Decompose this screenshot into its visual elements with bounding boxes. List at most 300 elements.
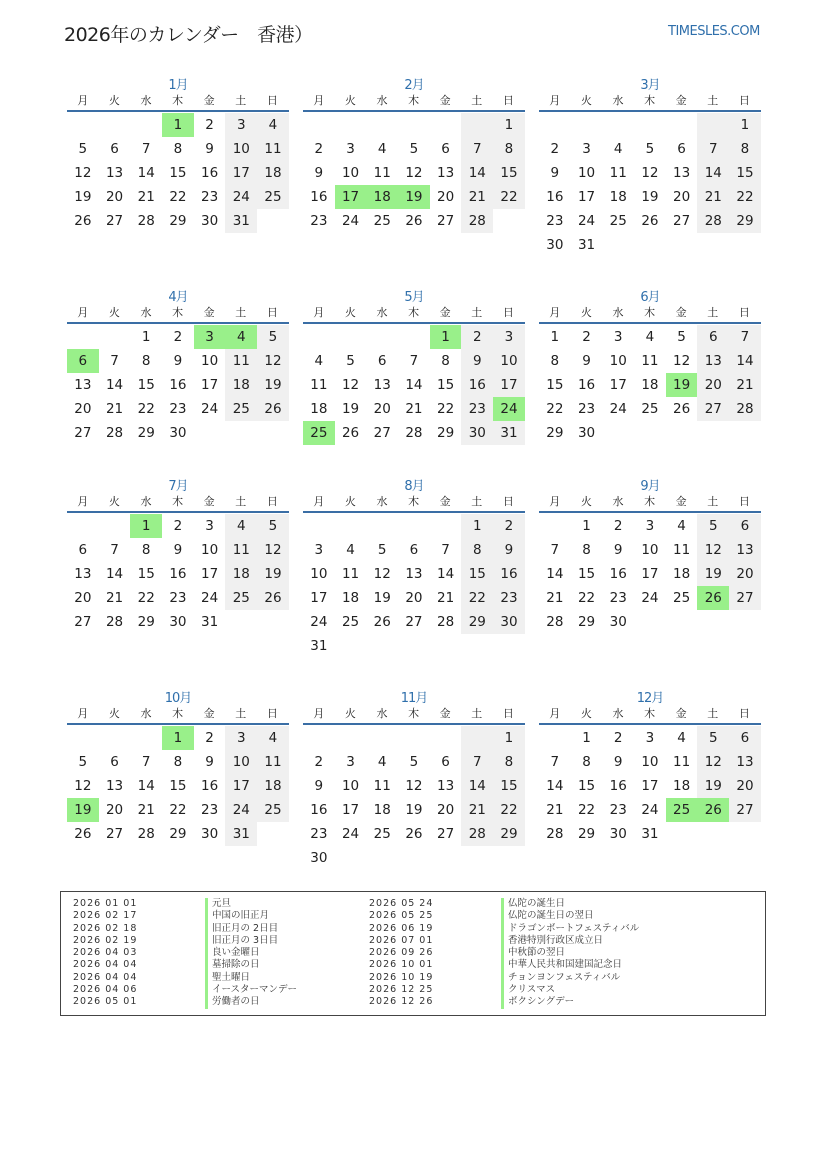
day-cell: 27: [373, 425, 391, 441]
day-cell: 4: [377, 141, 387, 157]
weekday-label: 月: [77, 495, 89, 508]
day-cell: 14: [729, 349, 761, 373]
day-cell: 8: [493, 137, 525, 161]
day-cell: 21: [461, 798, 493, 822]
day-cell: 28: [546, 614, 564, 630]
day-cell: 23: [609, 802, 627, 818]
day-cell: 2: [205, 730, 214, 746]
empty-cell: [430, 113, 462, 137]
day-cell: 12: [697, 538, 729, 562]
empty-cell: [366, 726, 398, 750]
holiday-name: 良い金曜日: [205, 947, 260, 959]
weekday-label: 土: [707, 707, 719, 720]
holiday-row: [73, 935, 297, 947]
empty-cell: [130, 726, 162, 750]
day-cell: 18: [225, 373, 257, 397]
day-cell: 22: [137, 590, 155, 606]
day-cell: 17: [341, 802, 360, 818]
holiday-day-cell: 17: [335, 185, 367, 209]
day-cell: 10: [341, 165, 360, 181]
day-cell: 18: [673, 566, 691, 582]
weekday-label: 土: [235, 495, 247, 508]
day-cell: 31: [225, 822, 257, 846]
day-cell: 24: [641, 590, 659, 606]
day-cell: 10: [225, 137, 257, 161]
weekday-label: 月: [549, 495, 561, 508]
weekday-label: 日: [502, 707, 514, 720]
weekday-label: 日: [738, 306, 750, 319]
day-cell: 28: [546, 826, 564, 842]
day-cell: 30: [169, 425, 187, 441]
day-cell: 12: [405, 778, 423, 794]
day-cell: 1: [461, 514, 493, 538]
day-cell: 1: [141, 329, 151, 345]
holiday-date: 2026 12 26: [369, 996, 434, 1008]
holiday-date: 2026 04 06: [73, 984, 138, 996]
day-cell: 25: [609, 213, 627, 229]
day-cell: 17: [493, 373, 525, 397]
weekday-label: 土: [707, 94, 719, 107]
empty-cell: [430, 726, 462, 750]
brand-link[interactable]: TIMESLES.COM: [668, 24, 760, 39]
day-cell: 29: [546, 425, 564, 441]
day-cell: 30: [169, 614, 187, 630]
weekday-header: [67, 493, 289, 513]
day-cell: 11: [673, 542, 691, 558]
day-cell: 30: [577, 425, 596, 441]
day-cell: 30: [201, 213, 219, 229]
empty-cell: [67, 113, 99, 137]
weekday-label: 水: [140, 306, 152, 319]
weekday-label: 日: [502, 495, 514, 508]
day-grid: [67, 113, 289, 233]
holiday-list-left: [73, 898, 297, 1009]
day-cell: 1: [582, 730, 591, 746]
day-cell: 26: [373, 614, 391, 630]
day-cell: 18: [373, 802, 391, 818]
day-cell: 22: [493, 185, 525, 209]
day-cell: 20: [729, 562, 761, 586]
month-calendar: [303, 286, 525, 445]
day-cell: 19: [697, 562, 729, 586]
holiday-day-cell: 18: [366, 185, 398, 209]
day-cell: 13: [437, 778, 455, 794]
day-cell: 25: [373, 826, 391, 842]
weekday-header: [303, 493, 525, 513]
holiday-name: 墓掃除の日: [205, 959, 260, 971]
day-cell: 8: [582, 754, 591, 770]
weekday-label: 日: [266, 707, 278, 720]
day-cell: 25: [641, 401, 659, 417]
day-cell: 29: [729, 209, 761, 233]
holiday-row: [73, 959, 297, 971]
month-name: 1月: [168, 78, 188, 93]
day-cell: 6: [697, 325, 729, 349]
weekday-label: 木: [172, 306, 184, 319]
holiday-date: 2026 09 26: [369, 947, 434, 959]
holiday-row: [369, 910, 639, 922]
day-cell: 10: [609, 353, 627, 369]
day-cell: 26: [673, 401, 691, 417]
day-cell: 12: [373, 566, 391, 582]
weekday-label: 火: [580, 707, 592, 720]
day-cell: 19: [373, 590, 391, 606]
day-cell: 27: [697, 397, 729, 421]
weekday-header: [303, 304, 525, 324]
day-cell: 6: [78, 542, 88, 558]
day-cell: 14: [461, 161, 493, 185]
day-cell: 30: [546, 237, 564, 253]
day-cell: 12: [257, 349, 289, 373]
day-cell: 7: [409, 353, 419, 369]
day-cell: 24: [225, 798, 257, 822]
weekday-label: 水: [376, 94, 388, 107]
holiday-day-cell: 1: [430, 325, 462, 349]
day-cell: 27: [405, 614, 423, 630]
day-cell: 15: [577, 566, 596, 582]
weekday-label: 金: [675, 94, 687, 107]
day-cell: 5: [697, 726, 729, 750]
day-cell: 14: [546, 778, 564, 794]
day-cell: 31: [493, 421, 525, 445]
day-grid: [67, 514, 289, 634]
day-cell: 21: [405, 401, 423, 417]
day-cell: 13: [105, 165, 124, 181]
day-cell: 10: [641, 754, 659, 770]
weekday-label: 金: [203, 94, 215, 107]
weekday-label: 水: [612, 306, 624, 319]
empty-cell: [461, 113, 493, 137]
day-cell: 11: [673, 754, 691, 770]
day-grid: [539, 726, 761, 846]
day-cell: 20: [105, 189, 124, 205]
day-cell: 18: [641, 377, 659, 393]
day-cell: 12: [697, 750, 729, 774]
holiday-day-cell: 24: [493, 397, 525, 421]
weekday-label: 木: [408, 94, 420, 107]
day-cell: 23: [310, 213, 328, 229]
day-cell: 27: [437, 826, 455, 842]
day-cell: 3: [493, 325, 525, 349]
weekday-label: 月: [549, 94, 561, 107]
holiday-name: 聖土曜日: [205, 972, 250, 984]
day-cell: 1: [493, 726, 525, 750]
day-cell: 25: [257, 185, 289, 209]
day-cell: 11: [257, 137, 289, 161]
day-cell: 16: [169, 566, 187, 582]
day-cell: 12: [673, 353, 691, 369]
month-name: 11月: [400, 691, 428, 706]
day-cell: 10: [577, 165, 596, 181]
day-cell: 7: [461, 750, 493, 774]
weekday-label: 土: [707, 306, 719, 319]
day-cell: 16: [310, 802, 328, 818]
empty-cell: [67, 514, 99, 538]
day-cell: 2: [461, 325, 493, 349]
holiday-name: 仏陀の誕生日: [501, 898, 565, 910]
day-cell: 15: [169, 778, 187, 794]
day-cell: 8: [461, 538, 493, 562]
holiday-row: [73, 898, 297, 910]
day-cell: 7: [110, 353, 119, 369]
holiday-name: クリスマス: [501, 984, 555, 996]
month-name: 4月: [168, 290, 188, 305]
holiday-row: [73, 947, 297, 959]
day-cell: 3: [645, 518, 655, 534]
day-cell: 22: [493, 798, 525, 822]
holiday-name: ボクシングデー: [501, 996, 574, 1008]
weekday-label: 日: [502, 94, 514, 107]
weekday-label: 火: [108, 495, 120, 508]
weekday-label: 木: [644, 495, 656, 508]
day-cell: 9: [613, 542, 623, 558]
day-cell: 5: [409, 141, 419, 157]
day-cell: 15: [461, 562, 493, 586]
day-cell: 27: [74, 425, 92, 441]
day-cell: 23: [461, 397, 493, 421]
day-cell: 18: [225, 562, 257, 586]
day-cell: 2: [493, 514, 525, 538]
holiday-date: 2026 02 17: [73, 910, 138, 922]
day-cell: 6: [110, 754, 119, 770]
weekday-header: [539, 92, 761, 112]
day-cell: 30: [201, 826, 219, 842]
weekday-label: 日: [266, 94, 278, 107]
weekday-label: 火: [344, 94, 356, 107]
day-cell: 25: [673, 590, 691, 606]
day-cell: 22: [169, 189, 187, 205]
day-cell: 5: [257, 514, 289, 538]
day-cell: 25: [225, 397, 257, 421]
weekday-label: 金: [439, 306, 451, 319]
day-cell: 30: [609, 614, 627, 630]
day-cell: 26: [341, 425, 360, 441]
day-cell: 20: [437, 802, 455, 818]
day-cell: 22: [169, 802, 187, 818]
day-grid: [67, 325, 289, 445]
holiday-date: 2026 06 19: [369, 922, 434, 934]
day-cell: 3: [346, 754, 355, 770]
day-cell: 27: [729, 798, 761, 822]
day-cell: 6: [677, 141, 686, 157]
day-cell: 20: [74, 401, 92, 417]
empty-cell: [303, 113, 335, 137]
day-cell: 18: [341, 590, 360, 606]
empty-cell: [571, 113, 603, 137]
day-cell: 24: [341, 213, 360, 229]
day-cell: 22: [546, 401, 564, 417]
weekday-label: 月: [549, 306, 561, 319]
empty-cell: [99, 726, 131, 750]
holiday-row: [73, 910, 297, 922]
day-cell: 27: [74, 614, 92, 630]
month-calendar: [303, 74, 525, 233]
day-cell: 4: [314, 353, 324, 369]
weekday-label: 水: [140, 495, 152, 508]
empty-cell: [398, 325, 430, 349]
day-cell: 7: [697, 137, 729, 161]
day-cell: 23: [201, 802, 219, 818]
day-cell: 2: [173, 329, 183, 345]
day-cell: 15: [493, 161, 525, 185]
weekday-label: 土: [707, 495, 719, 508]
day-cell: 3: [314, 542, 324, 558]
day-cell: 12: [74, 165, 92, 181]
day-cell: 21: [729, 373, 761, 397]
holiday-date: 2026 07 01: [369, 934, 434, 946]
day-cell: 16: [546, 189, 564, 205]
day-cell: 7: [141, 754, 151, 770]
month-name: 2月: [404, 78, 424, 93]
holiday-date: 2026 10 19: [369, 971, 434, 983]
day-cell: 29: [437, 425, 455, 441]
holiday-day-cell: 1: [162, 726, 194, 750]
weekday-label: 木: [172, 495, 184, 508]
day-cell: 30: [609, 826, 627, 842]
day-cell: 15: [169, 165, 187, 181]
day-cell: 1: [493, 113, 525, 137]
day-cell: 13: [74, 377, 92, 393]
day-cell: 21: [546, 590, 564, 606]
day-cell: 4: [225, 514, 257, 538]
day-cell: 26: [405, 826, 423, 842]
day-cell: 11: [373, 778, 391, 794]
day-cell: 29: [137, 614, 155, 630]
day-cell: 17: [225, 161, 257, 185]
empty-cell: [303, 325, 335, 349]
weekday-header: [539, 493, 761, 513]
day-cell: 13: [74, 566, 92, 582]
day-grid: [303, 325, 525, 445]
day-cell: 15: [729, 161, 761, 185]
holiday-name: 中国の旧正月: [205, 910, 269, 922]
holiday-day-cell: 26: [697, 798, 729, 822]
weekday-label: 金: [439, 94, 451, 107]
weekday-label: 火: [108, 306, 120, 319]
weekday-label: 火: [580, 306, 592, 319]
month-calendar: [303, 687, 525, 870]
day-cell: 17: [577, 189, 596, 205]
day-cell: 1: [729, 113, 761, 137]
day-cell: 22: [137, 401, 155, 417]
holiday-name: チョンヨンフェスティバル: [501, 972, 620, 984]
day-cell: 14: [105, 377, 124, 393]
day-cell: 26: [405, 213, 423, 229]
holiday-list: [60, 891, 766, 1016]
day-grid: [539, 113, 761, 257]
day-cell: 4: [257, 726, 289, 750]
day-cell: 4: [346, 542, 355, 558]
day-cell: 26: [257, 397, 289, 421]
day-cell: 20: [405, 590, 423, 606]
holiday-day-cell: 19: [398, 185, 430, 209]
day-cell: 1: [582, 518, 591, 534]
month-calendar: [539, 74, 761, 257]
weekday-label: 木: [408, 707, 420, 720]
day-cell: 19: [341, 401, 360, 417]
day-cell: 19: [697, 774, 729, 798]
month-name: 5月: [404, 290, 424, 305]
day-cell: 8: [173, 141, 183, 157]
day-cell: 15: [493, 774, 525, 798]
page-title: 2026年のカレンダー 香港）: [64, 24, 313, 46]
day-cell: 16: [201, 165, 219, 181]
weekday-label: 水: [376, 306, 388, 319]
day-cell: 14: [697, 161, 729, 185]
day-cell: 6: [441, 754, 450, 770]
day-cell: 12: [257, 538, 289, 562]
holiday-day-cell: 26: [697, 586, 729, 610]
month-calendar: [303, 475, 525, 658]
holiday-row: [73, 984, 297, 996]
day-cell: 3: [645, 730, 655, 746]
day-cell: 26: [74, 213, 92, 229]
day-cell: 16: [461, 373, 493, 397]
day-cell: 8: [441, 353, 450, 369]
weekday-label: 土: [235, 94, 247, 107]
day-cell: 24: [609, 401, 627, 417]
weekday-header: [539, 705, 761, 725]
day-cell: 8: [582, 542, 591, 558]
holiday-date: 2026 10 01: [369, 959, 434, 971]
day-cell: 6: [110, 141, 119, 157]
month-name: 3月: [640, 78, 660, 93]
day-cell: 10: [341, 778, 360, 794]
month-name: 10月: [164, 691, 192, 706]
holiday-name: 香港特別行政区成立日: [501, 935, 603, 947]
day-cell: 24: [310, 614, 328, 630]
month-name: 8月: [404, 479, 424, 494]
day-cell: 5: [346, 353, 355, 369]
holiday-day-cell: 4: [225, 325, 257, 349]
day-cell: 11: [225, 538, 257, 562]
weekday-label: 月: [313, 495, 325, 508]
holiday-day-cell: 19: [67, 798, 99, 822]
day-cell: 7: [141, 141, 151, 157]
weekday-label: 日: [738, 707, 750, 720]
day-cell: 23: [169, 401, 187, 417]
day-cell: 23: [493, 586, 525, 610]
day-cell: 25: [257, 798, 289, 822]
day-cell: 30: [310, 850, 328, 866]
day-cell: 23: [201, 189, 219, 205]
day-cell: 9: [205, 141, 214, 157]
empty-cell: [634, 113, 666, 137]
day-cell: 6: [377, 353, 387, 369]
day-cell: 20: [673, 189, 691, 205]
day-cell: 5: [645, 141, 655, 157]
weekday-label: 火: [344, 495, 356, 508]
day-cell: 28: [105, 425, 124, 441]
day-cell: 9: [173, 353, 183, 369]
weekday-label: 火: [344, 707, 356, 720]
day-cell: 1: [550, 329, 560, 345]
day-cell: 28: [729, 397, 761, 421]
empty-cell: [697, 113, 729, 137]
day-cell: 16: [201, 778, 219, 794]
day-cell: 5: [697, 514, 729, 538]
empty-cell: [130, 113, 162, 137]
holiday-date: 2026 05 24: [369, 898, 434, 909]
day-cell: 5: [78, 754, 88, 770]
day-grid: [539, 514, 761, 634]
day-cell: 26: [74, 826, 92, 842]
holiday-day-cell: 19: [666, 373, 698, 397]
day-cell: 2: [613, 730, 623, 746]
empty-cell: [366, 113, 398, 137]
weekday-label: 日: [266, 495, 278, 508]
day-cell: 7: [441, 542, 450, 558]
